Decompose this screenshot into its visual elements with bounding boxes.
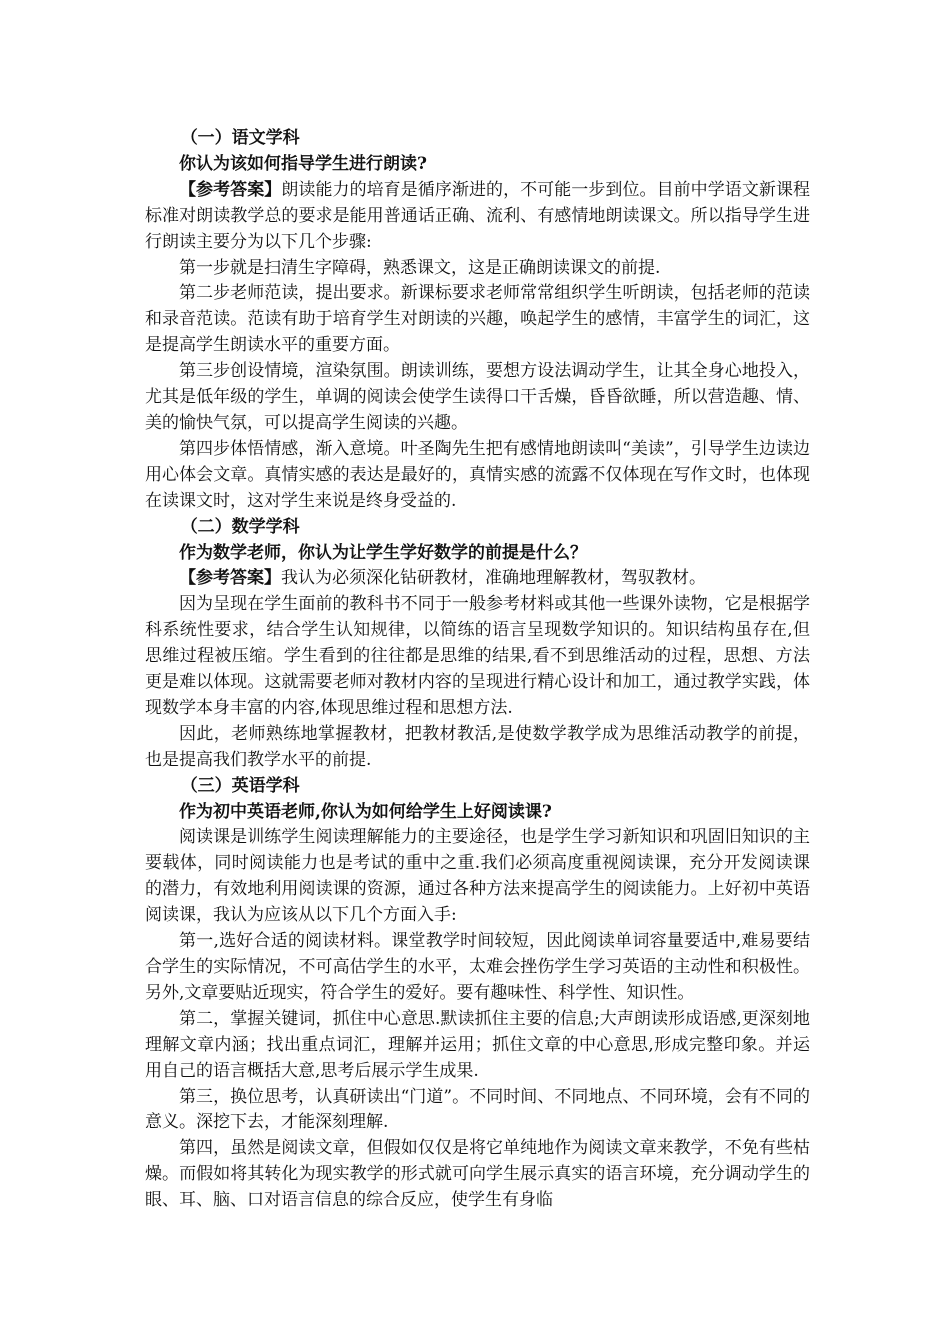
answer-paragraph-math bbox=[145, 566, 810, 592]
body-paragraph: 因此，老师熟练地掌握教材，把教材教活,是使数学教学成为思维活动教学的前提，也是提高我们教学水平的前提. bbox=[145, 723, 810, 770]
body-paragraph: 第四步体悟情感，渐入意境。叶圣陶先生把有感情地朗读叫“美读”，引导学生边读边用心体会文章。真情实感的表达是最好的，真情实感的流露不仅体现在写作文时，也体现在读课文时，这对学生来说是终身受益的. bbox=[145, 438, 810, 511]
document-body bbox=[145, 126, 810, 1214]
section-question-chinese: 你认为该如何指导学生进行朗读? bbox=[179, 153, 427, 174]
body-paragraph: 第一,选好合适的阅读材料。课堂教学时间较短，因此阅读单词容量要适中,难易要结合学生的实际情况，不可高估学生的水平，太难会挫伤学生学习英语的主动性和积极性。另外,文章要贴近现实，符合学生的爱好。要有趣味性、科学性、知识性。 bbox=[145, 931, 810, 1003]
answer-paragraph-chinese bbox=[145, 178, 810, 256]
section-heading-english: （三）英语学科 bbox=[180, 775, 300, 796]
body-paragraph: 第四，虽然是阅读文章，但假如仅仅是将它单纯地作为阅读文章来教学，不免有些枯燥。而假如将其转化为现实教学的形式就可向学生展示真实的语言环境，充分调动学生的眼、耳、脑、口对语言信息的综合反应，使学生有身临 bbox=[145, 1138, 810, 1211]
section-question-english: 作为初中英语老师,你认为如何给学生上好阅读课? bbox=[179, 801, 552, 822]
body-paragraph: 第三步创设情境，渲染氛围。朗读训练，要想方设法调动学生，让其全身心地投入，尤其是低年级的学生，单调的阅读会使学生读得口干舌燥，昏昏欲睡，所以营造趣、情、美的愉快气氛，可以提高学生阅读的兴趣。 bbox=[145, 361, 810, 433]
body-paragraph: 第二，掌握关键词，抓住中心意思.默读抓住主要的信息;大声朗读形成语感,更深刻地理解文章内涵；找出重点词汇，理解并运用；抓住文章的中心意思,形成完整印象。并运用自己的语言概括大意,思考后展示学生成果. bbox=[145, 1008, 810, 1081]
answer-label: 【参考答案】 bbox=[179, 179, 282, 200]
section-question-math: 作为数学老师，你认为让学生学好数学的前提是什么？ bbox=[179, 542, 587, 563]
body-paragraph: 第一步就是扫清生字障碍，熟悉课文，这是正确朗读课文的前提. bbox=[179, 257, 661, 278]
body-paragraph: 因为呈现在学生面前的教科书不同于一般参考材料或其他一些课外读物，它是根据学科系统性要求，结合学生认知规律，以简练的语言呈现数学知识的。知识结构虽存在,但思维过程被压缩。学生看到的往往都是思维的结果,看不到思维活动的过程，思想、方法更是难以体现。这就需要老师对教材内容的呈现进行精心设计和加工，通过教学实践，体现数学本身丰富的内容,体现思维过程和思想方法. bbox=[145, 594, 810, 718]
body-paragraph: 第二步老师范读，提出要求。新课标要求老师常常组织学生听朗读，包括老师的范读和录音范读。范读有助于培育学生对朗读的兴趣，唤起学生的感情，丰富学生的词汇，这是提高学生朗读水平的重要方面。 bbox=[145, 283, 810, 356]
answer-label: 【参考答案】 bbox=[179, 568, 281, 589]
answer-text: 我认为必须深化钻研教材，准确地理解教材，驾驭教材。 bbox=[281, 568, 706, 589]
body-paragraph: 阅读课是训练学生阅读理解能力的主要途径，也是学生学习新知识和巩固旧知识的主要载体，同时阅读能力也是考试的重中之重.我们必须高度重视阅读课，充分开发阅读课的潜力，有效地利用阅读课的资源，通过各种方法来提高学生的阅读能力。上好初中英语阅读课，我认为应该从以下几个方面入手: bbox=[145, 827, 810, 926]
section-heading-chinese: （一）语文学科 bbox=[180, 128, 300, 148]
body-paragraph: 第三，换位思考，认真研读出“门道”。不同时间、不同地点、不同环境，会有不同的意义。深挖下去，才能深刻理解. bbox=[145, 1086, 810, 1133]
answer-text: 朗读能力的培育是循序渐进的，不可能一步到位。目前中学语文新课程标准对朗读教学总的要求是能用普通话正确、流利、有感情地朗读课文。所以指导学生进行朗读主要分为以下几个步骤: bbox=[145, 179, 811, 252]
section-heading-math: （二）数学学科 bbox=[180, 516, 300, 537]
